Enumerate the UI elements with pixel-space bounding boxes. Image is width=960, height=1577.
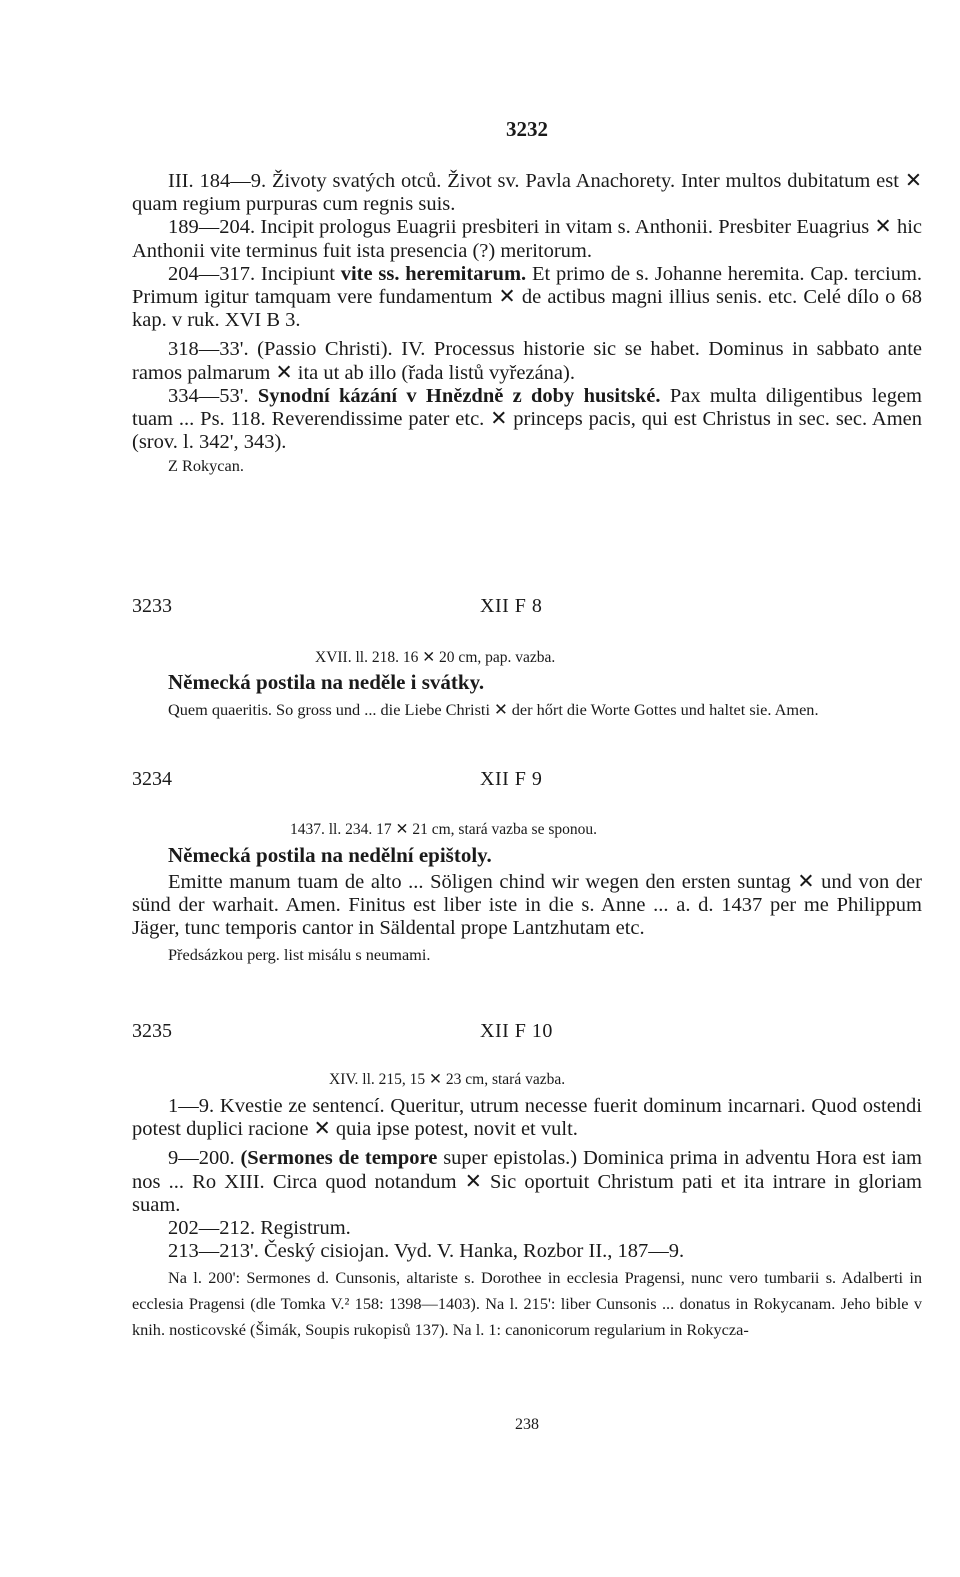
incipit-text xyxy=(132,698,922,722)
running-head: 3232 xyxy=(506,117,548,141)
entry-paragraph xyxy=(132,1147,922,1217)
entry-paragraph: 1—9. Kvestie ze sentencí. Queritur, utrum necesse fuerit dominum incarnari. Quod ostendi potest duplici racione ✕ quia ipse potest, novit et vult. xyxy=(132,1095,922,1141)
provenance-note: Z Rokycan. xyxy=(168,456,244,476)
entry-header xyxy=(132,1020,922,1046)
entry-number: 3233 xyxy=(132,595,172,617)
text-segment: Et primo de s. Johanne heremita. Cap. tercium. Primum igitur tamquam vere fundamentum ✕ de actibus magni illius senis. etc. Celé dílo o 68 kap. v ruk. XVI B 3. xyxy=(132,262,923,332)
physical-description: 1437. ll. 234. 17 ✕ 21 cm, stará vazba se sponou. xyxy=(290,821,598,838)
entry-paragraph: 189—204. Incipit prologus Euagrii presbiteri in vitam s. Anthonii. Presbiter Euagrius ✕ hic Anthonii vite terminus fuit ista presencia (?) meritorum. xyxy=(132,216,922,262)
bold-heading: vite ss. heremitarum. xyxy=(340,262,527,285)
folio-range: 334—53'. xyxy=(168,384,249,407)
shelfmark: XII F 9 xyxy=(480,768,543,790)
entry-paragraph xyxy=(132,263,922,333)
entry-3232 xyxy=(132,170,922,478)
bold-heading: Synodní kázání v Hnězdně z doby husitské. xyxy=(257,384,661,407)
entry-number: 3234 xyxy=(132,768,172,790)
physical-description: XIV. ll. 215, 15 ✕ 23 cm, stará vazba. xyxy=(329,1071,566,1088)
text-segment: super epistolas.) Dominica prima in adventu Hora est iam nos ... Ro XIII. Circa quod notandum ✕ Sic oportuit Christum pati et ita intrare in gloriam suam. xyxy=(132,1147,922,1216)
shelfmark: XII F 10 xyxy=(480,1020,553,1042)
entry-body xyxy=(132,1095,922,1343)
entry-header xyxy=(132,768,922,794)
folio-range: 204—317. xyxy=(168,262,256,285)
shelfmark: XII F 8 xyxy=(480,595,543,617)
bold-heading: (Sermones de tempore xyxy=(240,1147,438,1170)
entry-body xyxy=(132,871,922,967)
entry-title: Německá postila na neděle i svátky. xyxy=(168,670,485,694)
folio-range: 9—200. xyxy=(168,1147,235,1170)
entry-paragraph: Quem quaeritis. So gross und ... die Liebe Christi ✕ der hőrt die Worte Gottes und haltet sie. Amen. xyxy=(168,700,819,719)
entry-paragraph: 202—212. Registrum. xyxy=(168,1217,351,1240)
entry-paragraph xyxy=(132,385,922,455)
entry-paragraph: 213—213'. Český cisiojan. Vyd. V. Hanka, Rozbor II., 187—9. xyxy=(168,1240,685,1263)
entry-paragraph: Emitte manum tuam de alto ... Söligen chind wir wegen den ersten suntag ✕ und von der sünd der warhait. Amen. Finitus est liber iste in die s. Anne ... a. d. 1437 per me Philippum Jäger, tunc temporis cantor in Säldental prope Lantzhutam etc. xyxy=(132,871,922,940)
entry-title: Německá postila na nedělní epištoly. xyxy=(168,843,492,867)
footnote: Na l. 200': Sermones d. Cunsonis, altariste s. Dorothee in ecclesia Pragensi, nunc vero tumbarii s. Adalberti in ecclesia Pragensi (dle Tomka V.² 158: 1398—1403). Na l. 215': liber Cunsonis ... donatus in Rokycanam. Jeho bible v knih. nosticovské (Šimák, Soupis rukopisů 137). Na l. 1: canonicorum regularium in Rokycza- xyxy=(132,1268,922,1340)
entry-paragraph: 318—33'. (Passio Christi). IV. Processus historie sic se habet. Dominus in sabbato ante ramos palmarum ✕ ita ut ab illo (řada listů vyřezána). xyxy=(132,338,922,384)
text-segment: Incipiunt xyxy=(260,262,335,285)
entry-paragraph: III. 184—9. Životy svatých otců. Život sv. Pavla Anachorety. Inter multos dubitatum est ✕ quam regium purpuras cum regnis suis. xyxy=(132,170,922,216)
physical-description: XVII. ll. 218. 16 ✕ 20 cm, pap. vazba. xyxy=(315,649,556,666)
entry-number: 3235 xyxy=(132,1020,172,1042)
text-segment: Pax multa diligentibus legem tuam ... Ps. 118. Reverendissime pater etc. ✕ princeps pacis, qui est Christus in sec. sec. Amen (srov. l. 342', 343). xyxy=(132,384,923,454)
entry-header xyxy=(132,595,922,621)
provenance-note: Předsázkou perg. list misálu s neumami. xyxy=(168,944,431,964)
page-number: 238 xyxy=(515,1416,539,1433)
